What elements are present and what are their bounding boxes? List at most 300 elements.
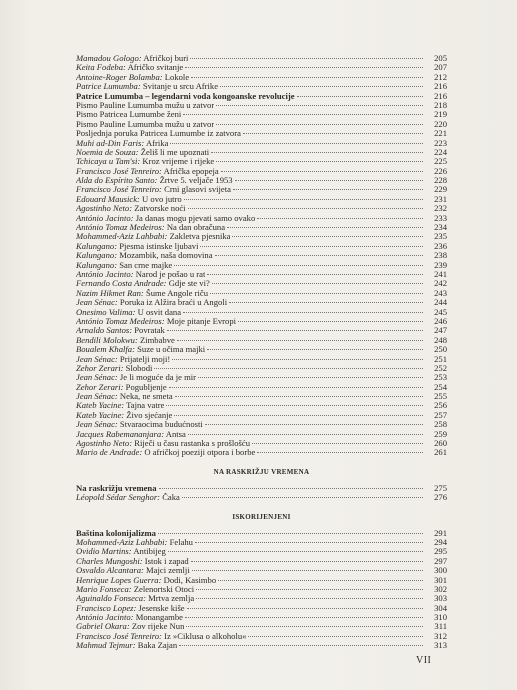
toc-section bbox=[76, 512, 447, 651]
entry-text bbox=[76, 270, 205, 279]
toc-entry bbox=[76, 120, 447, 129]
dot-leader bbox=[184, 199, 423, 200]
entry-author: Onesimo Valima: bbox=[76, 307, 136, 317]
entry-page-number: 303 bbox=[434, 593, 447, 604]
entry-text bbox=[76, 632, 246, 641]
toc-entry bbox=[76, 242, 447, 251]
toc-entry bbox=[76, 622, 447, 631]
entry-author: Jean Sénac: bbox=[76, 298, 118, 308]
dot-leader bbox=[186, 626, 423, 627]
entry-page-number: 228 bbox=[434, 175, 447, 186]
entry-page-number: 216 bbox=[434, 90, 447, 101]
section-heading: ISKORIJENJENI bbox=[232, 512, 291, 521]
entry-page-number: 212 bbox=[434, 71, 447, 82]
entry-title: Afrika bbox=[145, 138, 169, 148]
entry-title: San crne majke bbox=[119, 260, 173, 270]
entry-text bbox=[76, 547, 166, 556]
toc-entry bbox=[76, 326, 447, 335]
entry-page-number: 250 bbox=[434, 344, 447, 355]
entry-author: Charles Mungoshi: bbox=[76, 556, 143, 566]
entry-author: Francisco José Tenreiro: bbox=[76, 166, 162, 176]
entry-page-number: 246 bbox=[434, 315, 447, 326]
entry-text bbox=[76, 167, 219, 176]
entry-page-number: 300 bbox=[434, 565, 447, 576]
entry-author: Muhi ad-Din Faris: bbox=[76, 138, 145, 148]
dot-leader bbox=[192, 570, 423, 571]
dot-leader bbox=[297, 96, 423, 97]
entry-author: Agostinho Neto: bbox=[76, 439, 133, 449]
dot-leader bbox=[166, 405, 423, 406]
toc-entry bbox=[76, 373, 447, 382]
dot-leader bbox=[216, 124, 423, 125]
entry-author: Aguinaldo Fonseca: bbox=[76, 594, 146, 604]
entry-author: António Jacinto: bbox=[76, 213, 134, 223]
entry-page-number: 252 bbox=[434, 362, 447, 373]
dot-leader bbox=[175, 396, 423, 397]
entry-title: Zatvorske noći bbox=[134, 204, 186, 214]
toc-entry bbox=[76, 82, 447, 91]
entry-title: Baština kolonijalizma bbox=[76, 528, 156, 538]
toc-entry bbox=[76, 251, 447, 260]
dot-leader bbox=[154, 368, 423, 369]
entry-author: Osvaldo Alcantara: bbox=[76, 566, 144, 576]
entry-page-number: 241 bbox=[434, 268, 447, 279]
entry-text bbox=[76, 613, 183, 622]
entry-title: U osvit dana bbox=[137, 307, 182, 317]
entry-author: Zehor Zerari: bbox=[76, 382, 124, 392]
dot-leader bbox=[158, 533, 423, 534]
entry-title: Pogubljenje bbox=[125, 382, 167, 392]
dot-leader bbox=[188, 434, 423, 435]
entry-author: Kalungano: bbox=[76, 251, 118, 261]
entry-author: Agostinho Neto: bbox=[76, 204, 133, 214]
entry-title: Ja danas mogu pjevati samo ovako bbox=[135, 213, 256, 223]
entry-author: Kalungano: bbox=[76, 241, 118, 251]
dot-leader bbox=[212, 283, 423, 284]
entry-author: Antoine-Roger Bolamba: bbox=[76, 72, 163, 82]
entry-author: António Tomaz Medeiros: bbox=[76, 223, 165, 233]
entry-text bbox=[76, 538, 193, 547]
entry-text bbox=[76, 641, 177, 650]
entry-title: Poruka iz Alžira braći u Angoli bbox=[119, 298, 228, 308]
entry-page-number: 258 bbox=[434, 419, 447, 430]
dot-leader bbox=[200, 246, 423, 247]
entry-author: Zehor Zerari: bbox=[76, 363, 124, 373]
entry-text bbox=[76, 355, 170, 364]
entry-title: Dodi, Kasimbo bbox=[163, 575, 217, 585]
toc-entry bbox=[76, 129, 447, 138]
toc-entry bbox=[76, 613, 447, 622]
entry-page-number: 233 bbox=[434, 212, 447, 223]
toc-entry bbox=[76, 298, 447, 307]
entry-page-number: 310 bbox=[434, 612, 447, 623]
entry-text bbox=[76, 401, 164, 410]
entry-author: António Jacinto: bbox=[76, 613, 134, 623]
entry-title: Zakletva pjesnika bbox=[169, 232, 231, 242]
entry-author: Francisco José Tenreiro: bbox=[76, 631, 162, 641]
entry-title: Antibijeg bbox=[133, 547, 166, 557]
toc-entry bbox=[76, 308, 447, 317]
entry-title: Živo sjećanje bbox=[126, 410, 173, 420]
entry-page-number: 301 bbox=[434, 574, 447, 585]
dot-leader bbox=[185, 617, 423, 618]
entry-page-number: 221 bbox=[434, 128, 447, 139]
entry-title: Patrice Lumumba – legendarni voda kongoanske revolucije bbox=[76, 91, 295, 101]
entry-text bbox=[76, 232, 230, 241]
entry-title: Riječi u času rastanka s prošlošću bbox=[134, 439, 251, 449]
entry-title: Baka Zajan bbox=[137, 641, 178, 651]
toc-entry bbox=[76, 641, 447, 650]
entry-text bbox=[76, 604, 185, 613]
toc-entry bbox=[76, 585, 447, 594]
dot-leader bbox=[170, 143, 423, 144]
dot-leader bbox=[205, 424, 423, 425]
dot-leader bbox=[221, 171, 423, 172]
entry-text bbox=[76, 139, 168, 148]
toc-entry bbox=[76, 345, 447, 354]
toc-entry bbox=[76, 392, 447, 401]
entry-title: Pismo Pauline Lumumba mužu u zatvor bbox=[76, 119, 215, 129]
entry-text bbox=[76, 54, 188, 63]
entry-text bbox=[76, 439, 250, 448]
entry-page-number: 242 bbox=[434, 278, 447, 289]
entry-author: António Tomaz Medeiros: bbox=[76, 316, 165, 326]
entry-page-number: 236 bbox=[434, 240, 447, 251]
toc-entry bbox=[76, 232, 447, 241]
entry-title: Zov rijeke Nun bbox=[131, 622, 185, 632]
toc-entry bbox=[76, 566, 447, 575]
entry-title: Crni glasovi svijeta bbox=[164, 185, 231, 195]
entry-title: Žrtve 5. veljače 1953 bbox=[159, 176, 233, 186]
toc-entry bbox=[76, 139, 447, 148]
entry-title: Posljednja poruka Patricea Lumumbe iz zatvora bbox=[76, 129, 241, 139]
entry-text bbox=[76, 364, 152, 373]
entry-author: Kateb Yacine: bbox=[76, 401, 125, 411]
entry-author: Jean Sénac: bbox=[76, 354, 118, 364]
entry-page-number: 248 bbox=[434, 334, 447, 345]
entry-text bbox=[76, 110, 181, 119]
entry-author: Jean Sénac: bbox=[76, 373, 118, 383]
dot-leader bbox=[172, 359, 423, 360]
entry-text bbox=[76, 63, 183, 72]
entry-author: Ovidio Martins: bbox=[76, 547, 132, 557]
toc-entry bbox=[76, 261, 447, 270]
dot-leader bbox=[235, 180, 423, 181]
entry-page-number: 218 bbox=[434, 99, 447, 110]
entry-title: Povratak bbox=[134, 326, 165, 336]
entry-title: Svitanje u srcu Afrike bbox=[142, 82, 219, 92]
entry-author: Boualem Khalfa: bbox=[76, 345, 135, 355]
entry-page-number: 253 bbox=[434, 372, 447, 383]
toc-entry bbox=[76, 92, 447, 101]
entry-author: Léopold Sédar Senghor: bbox=[76, 493, 161, 503]
entry-text bbox=[76, 420, 203, 429]
dot-leader bbox=[174, 415, 423, 416]
dot-leader bbox=[248, 636, 423, 637]
entry-title: Suze u očima majki bbox=[137, 345, 206, 355]
entry-author: Tchicaya u Tam'si: bbox=[76, 157, 141, 167]
entry-title: Afrička epopeja bbox=[163, 166, 219, 176]
toc-entry bbox=[76, 401, 447, 410]
entry-page-number: 251 bbox=[434, 353, 447, 364]
entry-page-number: 243 bbox=[434, 287, 447, 298]
dot-leader bbox=[169, 387, 423, 388]
entry-text bbox=[76, 120, 214, 129]
entry-text bbox=[76, 317, 236, 326]
entry-text bbox=[76, 129, 241, 138]
dot-leader bbox=[195, 542, 423, 543]
entry-text bbox=[76, 529, 156, 538]
entry-page-number: 220 bbox=[434, 118, 447, 129]
toc-entry bbox=[76, 430, 447, 439]
entry-page-number: 254 bbox=[434, 381, 447, 392]
entry-title: Pismo Patricea Lumumbe ženi bbox=[76, 110, 182, 120]
entry-page-number: 295 bbox=[434, 546, 447, 557]
entry-author: Francisco Lopez: bbox=[76, 603, 137, 613]
toc-entry bbox=[76, 63, 447, 72]
entry-text bbox=[76, 373, 196, 382]
dot-leader bbox=[216, 161, 423, 162]
entry-text bbox=[76, 326, 165, 335]
entry-title: Jesenske kiše bbox=[138, 603, 185, 613]
toc-entry bbox=[76, 289, 447, 298]
entry-title: Mozambik, naša domovina bbox=[119, 251, 213, 261]
dot-leader bbox=[257, 452, 423, 453]
entry-text bbox=[76, 261, 172, 270]
entry-author: António Jacinto: bbox=[76, 269, 134, 279]
entry-author: Arnaldo Santos: bbox=[76, 326, 133, 336]
entry-author: Gabriel Okara: bbox=[76, 622, 130, 632]
entry-page-number: 297 bbox=[434, 555, 447, 566]
dot-leader bbox=[257, 218, 423, 219]
entry-author: Noemia de Souza: bbox=[76, 147, 139, 157]
entry-text bbox=[76, 101, 214, 110]
entry-text bbox=[76, 223, 225, 232]
entry-author: Francisco José Tenreiro: bbox=[76, 185, 162, 195]
section-heading: NA RASKRIŽJU VREMENA bbox=[213, 467, 310, 476]
entry-title: Moje pitanje Evropi bbox=[166, 316, 237, 326]
toc-entry bbox=[76, 493, 447, 502]
entry-title: Pjesma istinske ljubavi bbox=[119, 241, 199, 251]
toc-entry bbox=[76, 176, 447, 185]
toc-entry bbox=[76, 54, 447, 63]
toc-entry bbox=[76, 594, 447, 603]
entry-page-number: 226 bbox=[434, 165, 447, 176]
dot-leader bbox=[182, 497, 423, 498]
entry-page-number: 244 bbox=[434, 297, 447, 308]
entry-text bbox=[76, 251, 213, 260]
toc-entry bbox=[76, 448, 447, 457]
toc-entry bbox=[76, 279, 447, 288]
entry-title: Felahu bbox=[169, 537, 193, 547]
entry-title: Zelenortski Otoci bbox=[133, 584, 195, 594]
toc-entry bbox=[76, 270, 447, 279]
entry-page-number: 239 bbox=[434, 259, 447, 270]
entry-author: Fernando Costa Andrade: bbox=[76, 279, 167, 289]
entry-author: Alda do Espírito Santo: bbox=[76, 176, 158, 186]
dot-leader bbox=[218, 580, 423, 581]
entry-title: Lokole bbox=[164, 72, 190, 82]
dot-leader bbox=[211, 152, 423, 153]
entry-text bbox=[76, 195, 182, 204]
entry-page-number: 294 bbox=[434, 536, 447, 547]
dot-leader bbox=[220, 86, 423, 87]
entry-text bbox=[76, 176, 233, 185]
entry-text bbox=[76, 92, 295, 101]
entry-title: U ovo jutro bbox=[142, 194, 182, 204]
toc-entry bbox=[76, 538, 447, 547]
entry-page-number: 276 bbox=[434, 492, 447, 503]
dot-leader bbox=[174, 265, 423, 266]
toc-entry bbox=[76, 529, 447, 538]
entry-title: Prijatelji moji! bbox=[119, 354, 171, 364]
toc-section bbox=[76, 467, 447, 503]
entry-text bbox=[76, 576, 216, 585]
entry-title: Je li moguće da je mir bbox=[119, 373, 197, 383]
entry-author: Jean Sénac: bbox=[76, 392, 118, 402]
entry-title: Stvaraocima budućnosti bbox=[119, 420, 203, 430]
toc-entry bbox=[76, 604, 447, 613]
entry-title: Mrtva zemlja bbox=[148, 594, 195, 604]
entry-author: Bendili Molokwu: bbox=[76, 335, 138, 345]
entry-title: Na dan obračuna bbox=[166, 223, 226, 233]
entry-title: Šume Angole riču bbox=[145, 288, 209, 298]
entry-author: Mario Fonseca: bbox=[76, 584, 132, 594]
entry-text bbox=[76, 214, 255, 223]
entry-text bbox=[76, 298, 227, 307]
entry-page-number: 229 bbox=[434, 184, 447, 195]
entry-text bbox=[76, 566, 190, 575]
entry-title: Monangambe bbox=[135, 613, 183, 623]
entry-author: Mohammed-Aziz Lahbabi: bbox=[76, 537, 168, 547]
dot-leader bbox=[233, 189, 423, 190]
toc-entry bbox=[76, 547, 447, 556]
dot-leader bbox=[198, 377, 423, 378]
entry-text bbox=[76, 484, 157, 493]
dot-leader bbox=[190, 58, 423, 59]
entry-page-number: 225 bbox=[434, 156, 447, 167]
toc-entry bbox=[76, 195, 447, 204]
dot-leader bbox=[191, 561, 423, 562]
toc-entry bbox=[76, 364, 447, 373]
entry-title: Narod je pošao u rat bbox=[135, 269, 206, 279]
entry-page-number: 302 bbox=[434, 583, 447, 594]
entry-text bbox=[76, 430, 186, 439]
dot-leader bbox=[196, 598, 423, 599]
dot-leader bbox=[188, 208, 423, 209]
entry-text bbox=[76, 383, 167, 392]
entry-title: Kroz vrijeme i rijeke bbox=[142, 157, 215, 167]
toc-entry bbox=[76, 484, 447, 493]
entry-page-number: 255 bbox=[434, 391, 447, 402]
entry-text bbox=[76, 448, 255, 457]
dot-leader bbox=[232, 236, 423, 237]
entry-page-number: 304 bbox=[434, 602, 447, 613]
entry-author: Kalungano: bbox=[76, 260, 118, 270]
entry-author: Mohammed-Aziz Lahbabi: bbox=[76, 232, 168, 242]
dot-leader bbox=[191, 77, 423, 78]
entry-author: Kateb Yacine: bbox=[76, 410, 125, 420]
entry-page-number: 235 bbox=[434, 231, 447, 242]
toc-entry bbox=[76, 632, 447, 641]
dot-leader bbox=[229, 302, 423, 303]
entry-page-number: 313 bbox=[434, 640, 447, 651]
entry-text bbox=[76, 82, 218, 91]
toc-entry bbox=[76, 185, 447, 194]
entry-author: Nazim Hikmet Ran: bbox=[76, 288, 144, 298]
entry-text bbox=[76, 308, 181, 317]
entry-page-number: 224 bbox=[434, 146, 447, 157]
entry-text bbox=[76, 493, 180, 502]
entry-title: O afričkoj poeziji otpora i borbe bbox=[144, 448, 256, 458]
toc-entry bbox=[76, 411, 447, 420]
entry-title: Gdje ste vi? bbox=[168, 279, 210, 289]
entry-title: Čaka bbox=[162, 493, 180, 503]
entry-text bbox=[76, 185, 231, 194]
entry-page-number: 219 bbox=[434, 109, 447, 120]
toc-entry bbox=[76, 73, 447, 82]
toc-entry bbox=[76, 439, 447, 448]
entry-text bbox=[76, 157, 214, 166]
toc-section bbox=[76, 54, 447, 458]
entry-text bbox=[76, 289, 208, 298]
table-of-contents bbox=[76, 54, 447, 651]
entry-author: Mario de Andrade: bbox=[76, 448, 143, 458]
entry-title: Neka, ne smeta bbox=[119, 392, 173, 402]
entry-text bbox=[76, 557, 189, 566]
entry-author: Jacques Rabemananjara: bbox=[76, 429, 165, 439]
dot-leader bbox=[227, 227, 423, 228]
entry-title: Tajna vatre bbox=[126, 401, 165, 411]
dot-leader bbox=[185, 67, 423, 68]
toc-entry bbox=[76, 204, 447, 213]
entry-title: Slobodi bbox=[125, 363, 153, 373]
entry-text bbox=[76, 204, 186, 213]
entry-page-number: 231 bbox=[434, 193, 447, 204]
entry-author: Patrice Lumumba: bbox=[76, 82, 141, 92]
entry-author: Keita Fodeba: bbox=[76, 63, 126, 73]
dot-leader bbox=[207, 274, 423, 275]
dot-leader bbox=[210, 293, 423, 294]
entry-text bbox=[76, 594, 194, 603]
toc-entry bbox=[76, 383, 447, 392]
entry-author: Mahmud Tejmur: bbox=[76, 641, 136, 651]
entry-text bbox=[76, 622, 184, 631]
entry-author: Edouard Mausick: bbox=[76, 194, 140, 204]
dot-leader bbox=[243, 133, 423, 134]
entry-title: Majci zemlji bbox=[146, 566, 190, 576]
entry-text bbox=[76, 279, 210, 288]
dot-leader bbox=[179, 645, 423, 646]
entry-page-number: 207 bbox=[434, 62, 447, 73]
entry-author: Jean Sénac: bbox=[76, 420, 118, 430]
entry-title: Pismo Pauline Lumumba mužu u zatvor bbox=[76, 100, 215, 110]
entry-text bbox=[76, 411, 172, 420]
entry-text bbox=[76, 148, 209, 157]
entry-title: Afričkoj buri bbox=[143, 54, 189, 63]
toc-entry bbox=[76, 336, 447, 345]
entry-title: Iz »Ciklusa o alkoholu« bbox=[164, 631, 247, 641]
entry-page-number: 234 bbox=[434, 222, 447, 233]
entry-page-number: 259 bbox=[434, 428, 447, 439]
dot-leader bbox=[183, 312, 423, 313]
entry-page-number: 216 bbox=[434, 81, 447, 92]
entry-page-number: 257 bbox=[434, 409, 447, 420]
entry-title: Istok i zapad bbox=[144, 556, 189, 566]
entry-page-number: 205 bbox=[434, 53, 447, 63]
entry-text bbox=[76, 392, 173, 401]
entry-title: Afričko svitanje bbox=[127, 63, 184, 73]
